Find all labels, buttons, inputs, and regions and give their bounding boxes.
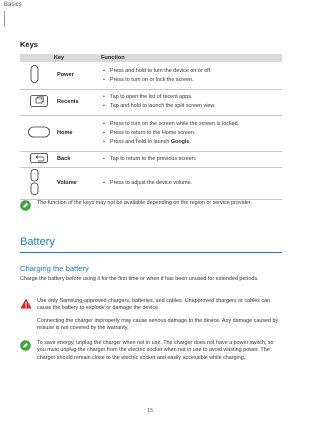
- keys-table: [20, 54, 282, 200]
- function-item: • Tap to return to the previous screen.: [102, 156, 282, 162]
- key-name: Recents: [57, 99, 79, 105]
- key-name: Home: [57, 130, 73, 136]
- volume-key-icon: [30, 169, 39, 197]
- table-row: [20, 167, 282, 199]
- key-name: Volume: [57, 180, 77, 187]
- key-cell: [20, 62, 98, 89]
- keys-note: [20, 200, 282, 207]
- column-header-function: Function: [98, 54, 282, 62]
- function-item: • Press to turn on the screen while the screen is locked.: [102, 121, 282, 127]
- function-item: • Press and hold to launch Google.: [102, 139, 282, 145]
- function-cell: [98, 151, 282, 167]
- function-cell: [98, 89, 282, 115]
- battery-heading: Battery: [20, 236, 55, 248]
- function-item: • Press to return to the Home screen.: [102, 130, 282, 136]
- function-item: • Press to adjust the device volume.: [102, 180, 282, 186]
- key-cell: [20, 151, 98, 167]
- home-key-icon: [28, 127, 50, 140]
- charger-note-text: To save energy, unplug the charger when not in use. The charger does not have a power switch, so you must unplug the charger from the electric socket when not in use to avoid wasting power. The charger should remain close to the electric socket and easily accessible while charging.: [37, 340, 274, 361]
- charging-intro: Charge the battery before using it for the first time or when it has been unused for extended periods.: [20, 276, 259, 282]
- function-item: • Press to turn on or lock the screen.: [102, 77, 282, 83]
- function-item: • Tap and hold to launch the split screen view.: [102, 103, 282, 109]
- table-row: [20, 62, 282, 89]
- column-header-key: Key: [20, 54, 98, 62]
- side-key-icon: [30, 65, 39, 85]
- warning-text: Connecting the charger improperly may cause serious damage to the device. Any damage caused by misuse is not covered by the warranty.: [37, 318, 279, 332]
- chapter-label: Basics: [4, 2, 22, 8]
- function-item: • Press and hold to turn the device on or off.: [102, 68, 282, 74]
- back-icon: [30, 153, 48, 165]
- page-number: 15: [147, 408, 153, 414]
- key-cell: [20, 115, 98, 151]
- recents-icon: [30, 95, 48, 109]
- key-name: Back: [57, 156, 71, 163]
- keys-note-text: The function of the keys may not be available depending on the region or service provider.: [37, 200, 252, 206]
- key-name: Power: [57, 72, 74, 79]
- table-row: [20, 115, 282, 151]
- key-cell: [20, 89, 98, 115]
- table-row: [20, 89, 282, 115]
- warning-text: Use only Samsung-approved chargers, batteries, and cables. Unapproved chargers or cables can cause the battery to explode or damage the device.: [37, 298, 271, 312]
- function-cell: [98, 62, 282, 89]
- function-item: • Tap to open the list of recent apps.: [102, 94, 282, 100]
- keys-heading: Keys: [20, 40, 38, 49]
- warning-icon: [20, 298, 32, 312]
- keys-table-header: [20, 54, 282, 62]
- note-icon: [20, 340, 31, 354]
- function-cell: [98, 115, 282, 151]
- margin-rule: [4, 11, 5, 27]
- table-row: [20, 151, 282, 167]
- section-rule: [20, 252, 282, 253]
- note-icon: [20, 200, 31, 214]
- charger-note: [20, 340, 282, 362]
- key-cell: [20, 167, 98, 199]
- warning-note: [20, 318, 282, 333]
- charging-subheading: Charging the battery: [20, 264, 89, 273]
- function-cell: [98, 167, 282, 199]
- warning-note: [20, 298, 282, 313]
